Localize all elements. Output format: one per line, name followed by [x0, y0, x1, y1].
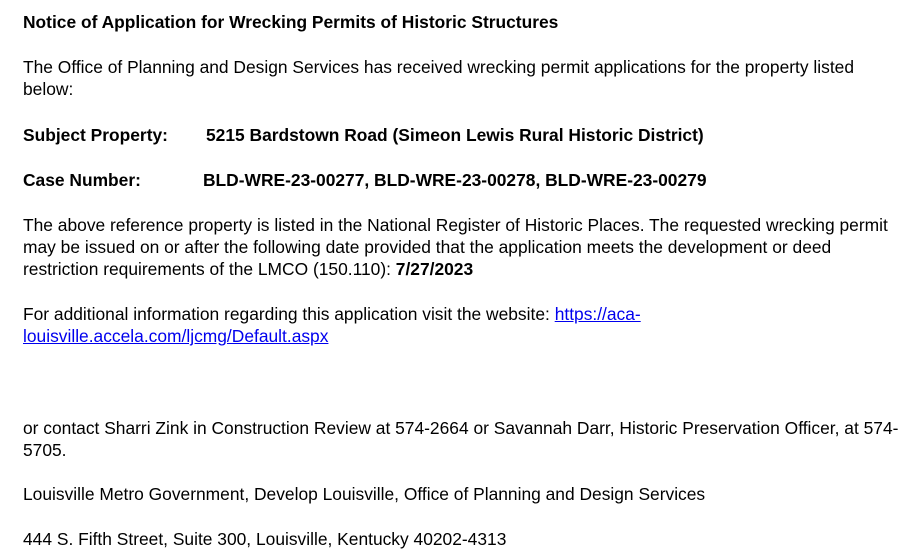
subject-property-label: Subject Property:: [23, 125, 168, 145]
info-paragraph-line2: [23, 325, 328, 347]
contact-paragraph: or contact Sharri Zink in Construction Review at 574-2664 or Savannah Darr, Historic Preservation Officer, at 574-5705.: [23, 418, 899, 460]
notice-title: Notice of Application for Wrecking Permits of Historic Structures: [23, 12, 559, 32]
subject-property-value: 5215 Bardstown Road (Simeon Lewis Rural Historic District): [206, 125, 704, 145]
agency-line: Louisville Metro Government, Develop Louisville, Office of Planning and Design Services: [23, 484, 706, 504]
address-line: 444 S. Fifth Street, Suite 300, Louisville, Kentucky 40202-4313: [23, 529, 507, 549]
register-text: The above reference property is listed in the National Register of Historic Places. The requested wrecking permit may be issued on or after the following date provided that the application meets the development or deed restriction requirements of the LMCO (150.110):: [23, 215, 888, 279]
website-link-part2[interactable]: louisville.accela.com/ljcmg/Default.aspx: [23, 326, 329, 346]
case-number-label: Case Number:: [23, 170, 141, 190]
info-paragraph-line1: [23, 303, 641, 325]
register-paragraph: [23, 214, 903, 280]
intro-paragraph: The Office of Planning and Design Services has received wrecking permit applications for the property listed below:: [23, 57, 854, 99]
info-text: For additional information regarding this application visit the website:: [23, 304, 550, 324]
case-number-row: [23, 169, 707, 191]
website-link-part1[interactable]: https://aca-: [554, 304, 641, 324]
issue-date: 7/27/2023: [395, 259, 474, 279]
subject-property-row: [23, 124, 704, 146]
case-number-value: BLD-WRE-23-00277, BLD-WRE-23-00278, BLD-WRE-23-00279: [203, 170, 707, 190]
